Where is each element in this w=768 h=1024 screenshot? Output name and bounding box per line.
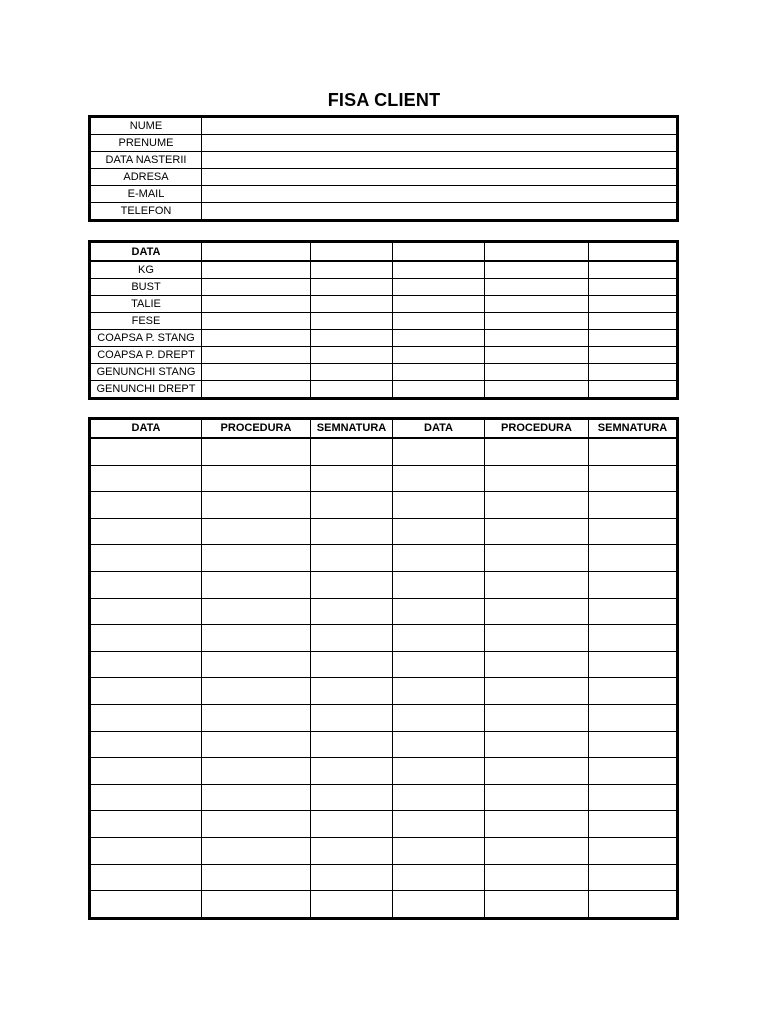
procedure-entry-cell[interactable]: [311, 492, 393, 519]
measurement-value-cell[interactable]: [485, 364, 589, 381]
measurement-value-cell[interactable]: [393, 279, 485, 296]
procedure-entry-cell[interactable]: [589, 518, 678, 545]
measurement-label: GENUNCHI DREPT: [90, 381, 202, 399]
procedure-entry-cell[interactable]: [202, 704, 311, 731]
client-info-row: [90, 186, 678, 203]
procedure-entry-cell[interactable]: [90, 758, 202, 785]
measurement-label: COAPSA P. STANG: [90, 330, 202, 347]
field-label: ADRESA: [90, 169, 202, 186]
measurement-date-cell[interactable]: [202, 242, 311, 262]
field-value-cell[interactable]: [202, 152, 678, 169]
procedure-entry-cell[interactable]: [589, 465, 678, 492]
measurement-label: COAPSA P. DREPT: [90, 347, 202, 364]
procedure-entry-cell[interactable]: [311, 864, 393, 891]
procedure-entry-cell[interactable]: [311, 545, 393, 572]
procedure-entry-cell[interactable]: [311, 598, 393, 625]
measurement-row: [90, 381, 678, 399]
measurement-value-cell[interactable]: [485, 381, 589, 399]
measurement-row: [90, 347, 678, 364]
procedures-header-row: [90, 419, 678, 439]
measurement-value-cell[interactable]: [589, 347, 678, 364]
measurement-row: [90, 261, 678, 279]
procedure-row: [90, 598, 678, 625]
procedure-entry-cell[interactable]: [311, 758, 393, 785]
procedure-entry-cell[interactable]: [393, 598, 485, 625]
procedure-entry-cell[interactable]: [589, 731, 678, 758]
procedure-entry-cell[interactable]: [202, 518, 311, 545]
procedures-column-header: DATA: [393, 419, 485, 439]
measurement-date-cell[interactable]: [485, 242, 589, 262]
field-value-cell[interactable]: [202, 117, 678, 135]
measurement-value-cell[interactable]: [485, 279, 589, 296]
measurement-value-cell[interactable]: [589, 313, 678, 330]
measurement-value-cell[interactable]: [311, 347, 393, 364]
measurement-value-cell[interactable]: [202, 279, 311, 296]
procedure-row: [90, 731, 678, 758]
procedure-row: [90, 492, 678, 519]
procedure-entry-cell[interactable]: [485, 651, 589, 678]
measurements-date-label: DATA: [90, 242, 202, 262]
procedure-entry-cell[interactable]: [202, 758, 311, 785]
procedure-entry-cell[interactable]: [485, 864, 589, 891]
procedure-entry-cell[interactable]: [393, 837, 485, 864]
client-info-row: [90, 203, 678, 221]
field-value-cell[interactable]: [202, 203, 678, 221]
procedure-entry-cell[interactable]: [589, 625, 678, 652]
procedure-entry-cell[interactable]: [393, 545, 485, 572]
measurement-label: BUST: [90, 279, 202, 296]
procedure-entry-cell[interactable]: [311, 438, 393, 465]
procedure-entry-cell[interactable]: [485, 465, 589, 492]
procedure-entry-cell[interactable]: [90, 811, 202, 838]
measurement-value-cell[interactable]: [589, 279, 678, 296]
procedures-table: [88, 417, 679, 920]
measurement-label: KG: [90, 261, 202, 279]
measurement-value-cell[interactable]: [485, 313, 589, 330]
procedure-entry-cell[interactable]: [311, 651, 393, 678]
measurements-header-row: [90, 242, 678, 262]
measurement-value-cell[interactable]: [589, 381, 678, 399]
procedures-column-header: PROCEDURA: [485, 419, 589, 439]
procedures-column-header: PROCEDURA: [202, 419, 311, 439]
measurement-value-cell[interactable]: [393, 296, 485, 313]
procedure-entry-cell[interactable]: [485, 784, 589, 811]
measurement-value-cell[interactable]: [311, 313, 393, 330]
procedure-entry-cell[interactable]: [202, 731, 311, 758]
procedure-entry-cell[interactable]: [90, 864, 202, 891]
procedure-entry-cell[interactable]: [589, 784, 678, 811]
procedure-row: [90, 678, 678, 705]
field-label: DATA NASTERII: [90, 152, 202, 169]
procedure-entry-cell[interactable]: [589, 598, 678, 625]
procedure-row: [90, 758, 678, 785]
procedure-entry-cell[interactable]: [311, 704, 393, 731]
procedure-entry-cell[interactable]: [90, 704, 202, 731]
measurement-value-cell[interactable]: [393, 330, 485, 347]
procedure-entry-cell[interactable]: [393, 704, 485, 731]
procedure-entry-cell[interactable]: [485, 518, 589, 545]
measurement-value-cell[interactable]: [311, 381, 393, 399]
measurement-value-cell[interactable]: [202, 330, 311, 347]
procedure-entry-cell[interactable]: [90, 731, 202, 758]
measurement-row: [90, 364, 678, 381]
procedure-entry-cell[interactable]: [202, 678, 311, 705]
measurement-value-cell[interactable]: [485, 347, 589, 364]
procedure-entry-cell[interactable]: [311, 837, 393, 864]
client-info-row: [90, 169, 678, 186]
field-value-cell[interactable]: [202, 169, 678, 186]
procedure-entry-cell[interactable]: [393, 625, 485, 652]
measurement-row: [90, 330, 678, 347]
procedure-entry-cell[interactable]: [311, 571, 393, 598]
measurement-value-cell[interactable]: [202, 296, 311, 313]
procedure-entry-cell[interactable]: [589, 891, 678, 919]
procedure-entry-cell[interactable]: [202, 784, 311, 811]
procedure-entry-cell[interactable]: [90, 784, 202, 811]
procedure-entry-cell[interactable]: [393, 891, 485, 919]
procedure-entry-cell[interactable]: [393, 678, 485, 705]
procedure-entry-cell[interactable]: [202, 837, 311, 864]
measurement-value-cell[interactable]: [311, 330, 393, 347]
measurement-value-cell[interactable]: [589, 364, 678, 381]
procedure-entry-cell[interactable]: [311, 811, 393, 838]
procedure-entry-cell[interactable]: [485, 837, 589, 864]
procedure-entry-cell[interactable]: [393, 784, 485, 811]
field-label: NUME: [90, 117, 202, 135]
procedure-entry-cell[interactable]: [393, 571, 485, 598]
procedure-entry-cell[interactable]: [485, 625, 589, 652]
measurement-value-cell[interactable]: [485, 330, 589, 347]
procedure-row: [90, 518, 678, 545]
measurement-value-cell[interactable]: [202, 261, 311, 279]
field-value-cell[interactable]: [202, 186, 678, 203]
procedure-entry-cell[interactable]: [393, 518, 485, 545]
procedure-entry-cell[interactable]: [202, 598, 311, 625]
procedures-column-header: SEMNATURA: [589, 419, 678, 439]
measurement-value-cell[interactable]: [589, 296, 678, 313]
procedure-entry-cell[interactable]: [393, 864, 485, 891]
procedure-entry-cell[interactable]: [202, 545, 311, 572]
procedure-entry-cell[interactable]: [589, 811, 678, 838]
procedure-entry-cell[interactable]: [90, 837, 202, 864]
procedure-entry-cell[interactable]: [589, 571, 678, 598]
procedure-entry-cell[interactable]: [485, 438, 589, 465]
client-info-row: [90, 135, 678, 152]
procedure-row: [90, 784, 678, 811]
procedure-row: [90, 837, 678, 864]
procedure-entry-cell[interactable]: [393, 465, 485, 492]
measurement-value-cell[interactable]: [311, 296, 393, 313]
measurement-value-cell[interactable]: [311, 279, 393, 296]
procedure-entry-cell[interactable]: [202, 625, 311, 652]
procedure-entry-cell[interactable]: [90, 518, 202, 545]
procedure-entry-cell[interactable]: [311, 891, 393, 919]
measurements-table: [88, 240, 679, 400]
procedure-entry-cell[interactable]: [202, 651, 311, 678]
client-info-row: [90, 117, 678, 135]
procedure-entry-cell[interactable]: [589, 651, 678, 678]
procedure-entry-cell[interactable]: [393, 438, 485, 465]
procedure-entry-cell[interactable]: [393, 731, 485, 758]
procedure-entry-cell[interactable]: [311, 625, 393, 652]
procedure-entry-cell[interactable]: [393, 651, 485, 678]
procedure-entry-cell[interactable]: [202, 465, 311, 492]
field-value-cell[interactable]: [202, 135, 678, 152]
procedure-entry-cell[interactable]: [485, 571, 589, 598]
procedure-entry-cell[interactable]: [90, 891, 202, 919]
procedure-entry-cell[interactable]: [589, 438, 678, 465]
procedure-entry-cell[interactable]: [202, 438, 311, 465]
procedure-entry-cell[interactable]: [311, 518, 393, 545]
measurement-value-cell[interactable]: [202, 347, 311, 364]
field-label: PRENUME: [90, 135, 202, 152]
procedure-entry-cell[interactable]: [202, 571, 311, 598]
page-title: FISA CLIENT: [327, 90, 441, 110]
procedure-entry-cell[interactable]: [589, 864, 678, 891]
procedure-entry-cell[interactable]: [311, 784, 393, 811]
measurement-date-cell[interactable]: [311, 242, 393, 262]
procedure-entry-cell[interactable]: [393, 492, 485, 519]
procedure-entry-cell[interactable]: [485, 704, 589, 731]
measurement-label: FESE: [90, 313, 202, 330]
measurement-date-cell[interactable]: [589, 242, 678, 262]
procedure-row: [90, 811, 678, 838]
measurement-date-cell[interactable]: [393, 242, 485, 262]
procedure-entry-cell[interactable]: [485, 492, 589, 519]
procedure-entry-cell[interactable]: [90, 545, 202, 572]
procedure-row: [90, 864, 678, 891]
procedure-entry-cell[interactable]: [485, 598, 589, 625]
procedure-entry-cell[interactable]: [589, 678, 678, 705]
procedure-entry-cell[interactable]: [90, 598, 202, 625]
procedure-entry-cell[interactable]: [90, 651, 202, 678]
measurement-value-cell[interactable]: [311, 364, 393, 381]
procedure-entry-cell[interactable]: [393, 758, 485, 785]
measurement-value-cell[interactable]: [485, 261, 589, 279]
procedure-row: [90, 891, 678, 919]
measurement-value-cell[interactable]: [393, 313, 485, 330]
procedure-entry-cell[interactable]: [202, 811, 311, 838]
field-label: TELEFON: [90, 203, 202, 221]
client-info-row: [90, 152, 678, 169]
measurement-value-cell[interactable]: [202, 381, 311, 399]
procedure-entry-cell[interactable]: [589, 758, 678, 785]
measurement-value-cell[interactable]: [485, 296, 589, 313]
procedure-entry-cell[interactable]: [90, 625, 202, 652]
procedure-row: [90, 651, 678, 678]
procedure-entry-cell[interactable]: [202, 492, 311, 519]
procedure-row: [90, 571, 678, 598]
measurement-value-cell[interactable]: [393, 364, 485, 381]
procedure-entry-cell[interactable]: [393, 811, 485, 838]
procedure-entry-cell[interactable]: [485, 731, 589, 758]
procedure-entry-cell[interactable]: [589, 545, 678, 572]
measurement-value-cell[interactable]: [393, 261, 485, 279]
procedure-row: [90, 545, 678, 572]
measurement-label: TALIE: [90, 296, 202, 313]
measurement-value-cell[interactable]: [202, 364, 311, 381]
procedure-entry-cell[interactable]: [485, 678, 589, 705]
procedure-row: [90, 704, 678, 731]
procedure-entry-cell[interactable]: [202, 891, 311, 919]
procedure-entry-cell[interactable]: [485, 545, 589, 572]
procedure-entry-cell[interactable]: [589, 837, 678, 864]
procedure-entry-cell[interactable]: [90, 678, 202, 705]
measurement-value-cell[interactable]: [589, 330, 678, 347]
procedure-row: [90, 438, 678, 465]
measurement-value-cell[interactable]: [393, 347, 485, 364]
measurement-label: GENUNCHI STANG: [90, 364, 202, 381]
procedure-entry-cell[interactable]: [90, 571, 202, 598]
procedure-entry-cell[interactable]: [202, 864, 311, 891]
client-info-table: [88, 115, 679, 222]
procedure-row: [90, 625, 678, 652]
measurement-row: [90, 313, 678, 330]
measurement-value-cell[interactable]: [393, 381, 485, 399]
measurement-value-cell[interactable]: [202, 313, 311, 330]
procedure-entry-cell[interactable]: [485, 758, 589, 785]
procedure-entry-cell[interactable]: [589, 492, 678, 519]
measurement-value-cell[interactable]: [589, 261, 678, 279]
procedure-row: [90, 465, 678, 492]
procedure-entry-cell[interactable]: [90, 465, 202, 492]
procedure-entry-cell[interactable]: [90, 438, 202, 465]
field-label: E-MAIL: [90, 186, 202, 203]
procedure-entry-cell[interactable]: [311, 678, 393, 705]
procedure-entry-cell[interactable]: [589, 704, 678, 731]
measurement-row: [90, 296, 678, 313]
procedures-column-header: SEMNATURA: [311, 419, 393, 439]
procedure-entry-cell[interactable]: [90, 492, 202, 519]
procedure-entry-cell[interactable]: [485, 891, 589, 919]
procedure-entry-cell[interactable]: [485, 811, 589, 838]
measurement-row: [90, 279, 678, 296]
measurement-value-cell[interactable]: [311, 261, 393, 279]
procedure-entry-cell[interactable]: [311, 465, 393, 492]
procedure-entry-cell[interactable]: [311, 731, 393, 758]
procedures-column-header: DATA: [90, 419, 202, 439]
